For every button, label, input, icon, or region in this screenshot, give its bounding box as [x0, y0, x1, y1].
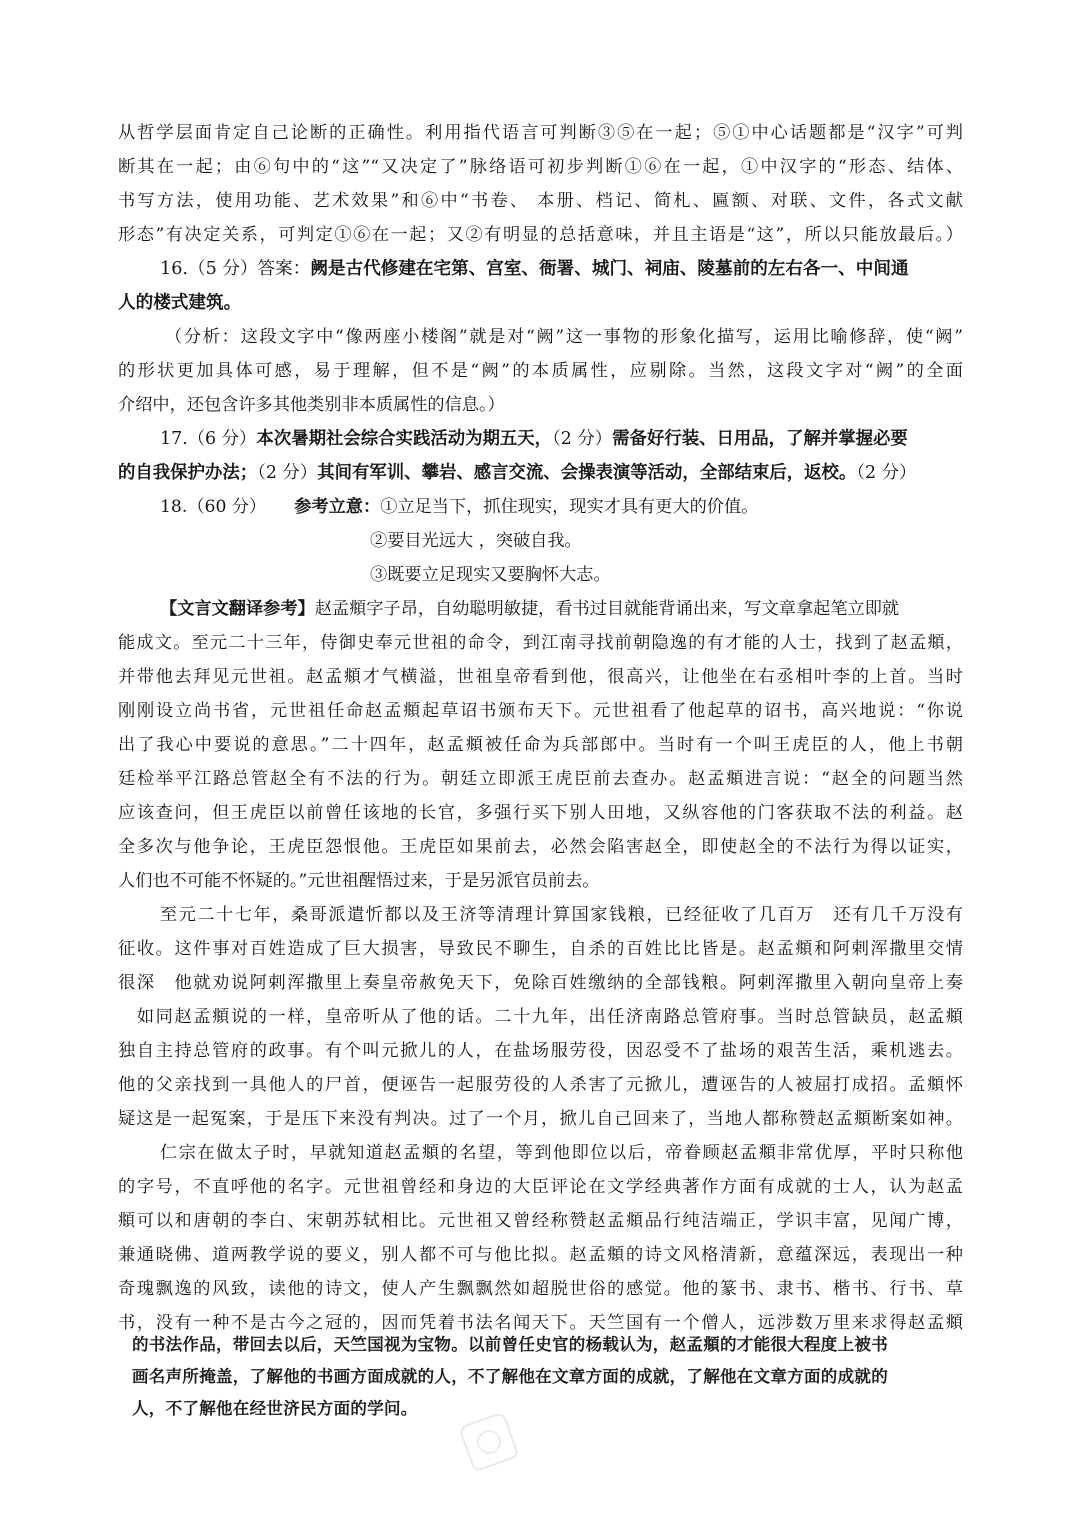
q16-analysis-line: 介绍中，还包含许多其他类别非本质属性的信息。）: [118, 395, 505, 415]
text-line: 形态”有决定关系，可判定①⑥在一起；又②有明显的总括意味，并且主语是“这”，所以只能放最后。）: [118, 225, 963, 245]
translation-text: 赵孟頫字子昂，自幼聪明敏捷，看书过目就能背诵出来，写文章拿起笔立即就: [314, 599, 900, 619]
translation-line: 頫可以和唐朝的李白、宋朝苏轼相比。元世祖又曾经称赞赵孟頫品行纯洁端正，学识丰富，见闻广博，: [118, 1211, 963, 1231]
translation-line: 疑这是一起冤案，于是压下来没有判决。过了一个月，掀儿自己回来了，当地人都称赞赵孟頫断案如神。: [118, 1109, 963, 1129]
q17-answer-part: 的自我保护办法；: [118, 463, 258, 483]
q18-ref-label: 参考立意：: [294, 497, 381, 517]
translation-line: 兼通晓佛、道两教学说的要义，别人都不可与他比拟。赵孟頫的诗文风格清新，意蕴深远，表现出一种: [118, 1245, 963, 1265]
translation-line: 独自主持总管府的政事。有个叫元掀儿的人，在盐场服劳役，因忍受不了盐场的艰苦生活，乘机逃去。: [118, 1041, 963, 1061]
translation-heading: 【文言文翻译参考】: [160, 599, 315, 619]
handwritten-line: 的书法作品，带回去以后，天竺国视为宝物。以前曾任史官的杨载认为，赵孟頫的才能很大程度上被书: [132, 1335, 888, 1354]
translation-line: 并带他去拜见元世祖。赵孟頫才气横溢，世祖皇帝看到他，很高兴，让他坐在右丞相叶李的上首。当时: [118, 667, 963, 687]
q17-score: （2 分）: [856, 463, 917, 483]
q16-answer: 阙是古代修建在宅第、宫室、衙署、城门、祠庙、陵墓前的左右各一、中间通: [310, 258, 909, 279]
q18-point: ③既要立足现实又要胸怀大志。: [370, 565, 611, 585]
translation-line: 如同赵孟頫说的一样，皇帝听从了他的话。二十九年，出任济南路总管府事。当时总管缺员，赵孟頫: [118, 1007, 963, 1027]
translation-line: 刚刚设立尚书省，元世祖任命赵孟頫起草诏书颁布天下。元世祖看了他起草的诏书，高兴地说：“你说: [118, 701, 963, 721]
handwritten-line: 画名声所掩盖，了解他的书画方面成就的人，不了解他在文章方面的成就，了解他在文章方面的成就的: [132, 1367, 888, 1386]
translation-line: 出了我心中要说的意思。”二十四年，赵孟頫被任命为兵部郎中。当时有一个叫王虎臣的人，他上书朝: [118, 735, 963, 755]
q16-answer-line: [160, 252, 963, 286]
translation-first-line: [160, 592, 963, 626]
q18-point: ①立足当下，抓住现实，现实才具有更大的价值。: [380, 497, 759, 517]
q17-answer-part: 本次暑期社会综合实践活动为期五天，: [256, 429, 553, 449]
translation-line: 仁宗在做太子时，早就知道赵孟頫的名望，等到他即位以后，帝眷顾赵孟頫非常优厚，平时只称他: [160, 1143, 963, 1163]
q16-label: 16.（5 分）答案：: [160, 259, 311, 279]
q17-score: （2 分）: [257, 463, 318, 483]
translation-line: 书，没有一种不是古今之冠的，因而凭着书法名闻天下。天竺国有一个僧人，远涉数万里来求得赵孟頫: [118, 1313, 963, 1333]
q17-answer-part: 需备好行装、日用品，了解并掌握必要: [612, 429, 908, 449]
translation-line: 奇瑰飘逸的风致，读他的诗文，使人产生飘飘然如超脱世俗的感觉。他的篆书、隶书、楷书、行书、草: [118, 1279, 963, 1299]
translation-line: 他的父亲找到一具他人的尸首，便诬告一起服劳役的人杀害了元掀儿，遭诬告的人被屈打成招。孟頫怀: [118, 1075, 963, 1095]
translation-line: 征收。这件事对百姓造成了巨大损害，导致民不聊生，自杀的百姓比比皆是。赵孟頫和阿剌浑撒里交情: [118, 939, 963, 959]
translation-line: 的字号，不直呼他的名字。元世祖曾经和身边的大臣评论在文学经典著作方面有成就的士人，认为赵孟: [118, 1177, 963, 1197]
handwritten-line: 人，不了解他在经世济民方面的学问。: [132, 1399, 418, 1418]
translation-line: 人们也不可能不怀疑的。”元世祖醒悟过来，于是另派官员前去。: [118, 871, 600, 891]
q18-label: 18.（60 分）: [160, 497, 267, 517]
q16-answer-cont: 人的楼式建筑。: [118, 292, 242, 313]
text-line: 断其在一起；由⑥句中的“这”“又决定了”脉络语可初步判断①⑥在一起，①中汉字的“形态、结体、: [118, 157, 963, 177]
translation-line: 很深 他就劝说阿剌浑撒里上奏皇帝赦免天下，免除百姓缴纳的全部钱粮。阿剌浑撒里入朝向皇帝上奏: [118, 973, 963, 993]
translation-line: 能成文。至元二十三年，侍御史奉元世祖的命令，到江南寻找前朝隐逸的有才能的人士，找到了赵孟頫，: [118, 633, 963, 653]
text-line: 从哲学层面肯定自己论断的正确性。利用指代语言可判断③⑤在一起；⑤①中心话题都是“汉字”可判: [118, 123, 963, 143]
q18-point: ②要目光远大 ，突破自我。: [370, 531, 582, 551]
q17-answer-part: 其间有军训、攀岩、感言交流、会操表演等活动，全部结束后，返校。: [317, 463, 857, 483]
q17-score: （2 分）: [552, 429, 613, 449]
text-line: 书写方法，使用功能、艺术效果”和⑥中“书卷、 本册、档记、简札、匾额、对联、文件，各式文献: [118, 191, 963, 211]
q17-line: [160, 422, 963, 456]
q16-analysis-line: （分析：这段文字中“像两座小楼阁”就是对“阙”这一事物的形象化描写，运用比喻修辞，使“阙”: [165, 327, 963, 347]
translation-line: 应该查问，但王虎臣以前曾任该地的长官，多强行买下别人田地，又纵容他的门客获取不法的利益。赵: [118, 803, 963, 823]
translation-line: 至元二十七年，桑哥派遣忻都以及王济等清理计算国家钱粮，已经征收了几百万 还有几千万没有: [160, 905, 963, 925]
translation-line: 廷检举平江路总管赵全有不法的行为。朝廷立即派王虎臣前去查办。赵孟頫进言说：“赵全的问题当然: [118, 769, 963, 789]
q17-line: [118, 456, 963, 490]
q17-label: 17.（6 分）: [160, 429, 257, 449]
q18-line: [160, 490, 963, 524]
translation-line: 全多次与他争论，王虎臣怨恨他。王虎臣如果前去，必然会陷害赵全，即使赵全的不法行为得以证实，: [118, 837, 963, 857]
q16-analysis-line: 的形状更加具体可感，易于理解，但不是“阙”的本质属性，应剔除。当然，这段文字对“阙”的全面: [118, 361, 963, 381]
